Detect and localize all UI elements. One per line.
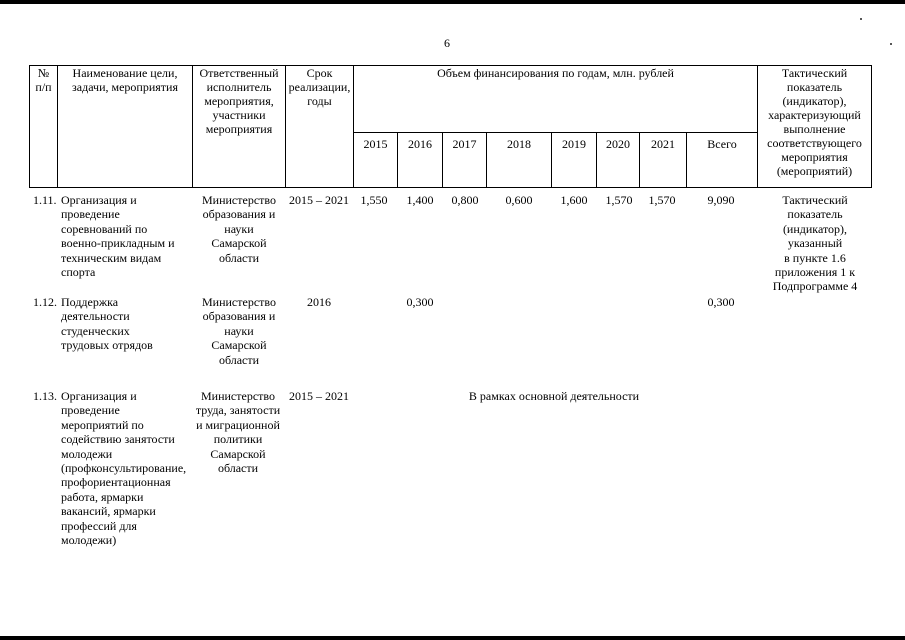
year-2018: 2018 bbox=[487, 133, 552, 188]
row-1-11-value-2016: 1,400 bbox=[406, 193, 434, 207]
row-1-12-value-2016: 0,300 bbox=[406, 295, 434, 309]
row-1-13-responsible: Министерство труда, занятости и миграционной политики Самарской области bbox=[195, 389, 281, 476]
row-1-13-period: 2015 – 2021 bbox=[289, 389, 349, 403]
row-1-13-name: Организация и проведение мероприятий по содействию занятости молодежи (профконсультирование, профориентационная работа, ярмарки вакансий, ярмарки профессий для молодежи) bbox=[61, 389, 187, 548]
row-1-12-name: Поддержка деятельности студенческих трудовых отрядов bbox=[61, 295, 153, 353]
row-1-11-num: 1.11. bbox=[33, 193, 57, 207]
year-2015: 2015 bbox=[354, 133, 398, 188]
row-1-11-value-2019: 1,600 bbox=[560, 193, 588, 207]
year-2016: 2016 bbox=[398, 133, 443, 188]
header-responsible: Ответственный исполнитель мероприятия, участники мероприятия bbox=[193, 66, 286, 188]
row-1-11-value-2017: 0,800 bbox=[451, 193, 479, 207]
row-1-11-value-2020: 1,570 bbox=[605, 193, 633, 207]
row-1-13-financing-note: В рамках основной деятельности bbox=[468, 389, 640, 403]
header-num: № п/п bbox=[30, 66, 58, 188]
row-1-11-value-2021: 1,570 bbox=[648, 193, 676, 207]
bottom-border bbox=[0, 636, 905, 640]
row-1-13-num: 1.13. bbox=[33, 389, 57, 403]
row-1-11-name: Организация и проведение соревнований по военно-прикладным и техническим видам спорта bbox=[61, 193, 175, 280]
header-indicator: Тактический показатель (индикатор), характеризующий выполнение соответствующего мероприятия (мероприятий) bbox=[758, 66, 872, 188]
row-1-12-responsible: Министерство образования и науки Самарской области bbox=[202, 295, 276, 367]
page-number: 6 bbox=[444, 36, 450, 50]
year-2017: 2017 bbox=[443, 133, 487, 188]
header-financing: Объем финансирования по годам, млн. рублей bbox=[354, 66, 758, 133]
row-1-11-value-2015: 1,550 bbox=[360, 193, 388, 207]
year-2020: 2020 bbox=[597, 133, 640, 188]
header-period: Срок реализации, годы bbox=[286, 66, 354, 188]
row-1-11-responsible: Министерство образования и науки Самарской области bbox=[202, 193, 276, 265]
row-1-11-value-2018: 0,600 bbox=[505, 193, 533, 207]
row-1-11-period: 2015 – 2021 bbox=[289, 193, 349, 207]
scan-speck bbox=[890, 43, 892, 45]
header-name: Наименование цели, задачи, мероприятия bbox=[58, 66, 193, 188]
scan-speck bbox=[860, 18, 862, 20]
row-1-11-value-total: 9,090 bbox=[707, 193, 735, 207]
top-border bbox=[0, 0, 905, 4]
row-1-11-indicator: Тактический показатель (индикатор), указанный в пункте 1.6 приложения 1 к Подпрограмме 4 bbox=[772, 193, 858, 294]
row-1-12-num: 1.12. bbox=[33, 295, 57, 309]
year-2021: 2021 bbox=[640, 133, 687, 188]
year-2019: 2019 bbox=[552, 133, 597, 188]
financing-table bbox=[29, 65, 872, 188]
year-total: Всего bbox=[687, 133, 758, 188]
row-1-12-period: 2016 bbox=[307, 295, 331, 309]
row-1-12-value-total: 0,300 bbox=[707, 295, 735, 309]
